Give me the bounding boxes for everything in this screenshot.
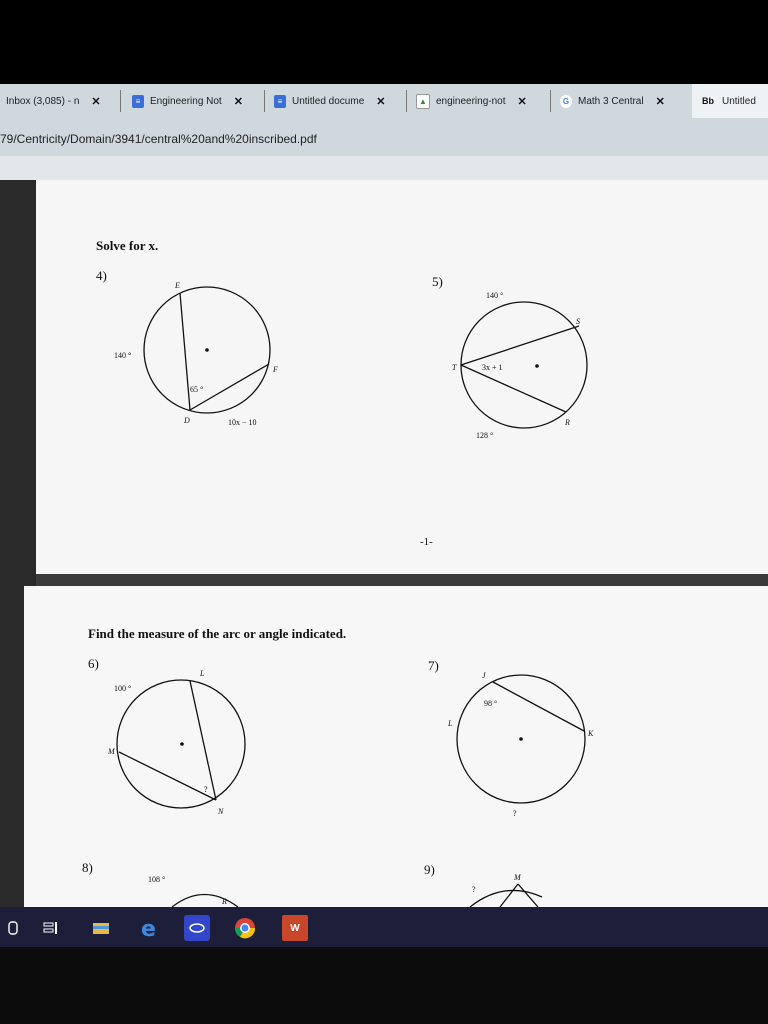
pdf-toolbar <box>0 156 768 180</box>
label-s: S <box>576 317 580 326</box>
problem-9-diagram <box>24 586 768 907</box>
tab-engineering-notes[interactable] <box>132 84 256 118</box>
label-j: J <box>482 671 486 680</box>
label-d: D <box>184 416 190 425</box>
tab-math3-central[interactable] <box>560 84 686 118</box>
close-tab-icon[interactable]: ✕ <box>233 95 243 108</box>
taskbar <box>0 907 768 947</box>
close-tab-icon[interactable]: ✕ <box>376 95 386 108</box>
close-tab-icon[interactable]: ✕ <box>91 95 101 108</box>
page-heading: Find the measure of the arc or angle indicated. <box>88 626 347 641</box>
label-e: E <box>175 281 180 290</box>
tab-label: Engineering Not <box>150 95 222 107</box>
label-l: L <box>448 719 453 728</box>
edge-icon[interactable] <box>136 915 162 941</box>
arc-label-98: 98 ° <box>484 699 498 708</box>
tab-inbox[interactable] <box>6 84 110 118</box>
angle-label-65: 65 ° <box>190 385 204 394</box>
task-view-icon[interactable] <box>38 915 64 941</box>
tab-label: Untitled docume <box>292 95 365 107</box>
pdf-page-1 <box>36 180 768 574</box>
label-m: M <box>108 747 115 756</box>
angle-label-3x: 3x + 1 <box>482 363 503 372</box>
chord-ts <box>461 326 579 365</box>
pdf-page-2 <box>24 586 768 907</box>
label-t: T <box>452 363 457 372</box>
tab-bar <box>0 84 768 128</box>
close-tab-icon[interactable]: ✕ <box>655 95 665 108</box>
problem-number-8: 8) <box>82 860 93 875</box>
tab-label: Untitled <box>722 95 756 107</box>
chrome-icon[interactable] <box>232 915 258 941</box>
arc-label-100: 100 ° <box>114 684 132 693</box>
label-k: K <box>588 729 594 738</box>
docs-icon: ≡ <box>132 95 144 108</box>
label-n: N <box>218 807 224 816</box>
word-icon[interactable]: W <box>282 915 308 941</box>
page-heading: Solve for x. <box>96 238 159 253</box>
problem-number-4: 4) <box>96 268 107 283</box>
unknown-arc: ? <box>513 809 517 818</box>
url-text: 79/Centricity/Domain/3941/central%20and%20inscribed.pdf <box>0 132 317 146</box>
problem-number-6: 6) <box>88 656 99 671</box>
label-r: R <box>222 897 227 906</box>
tab-engineering-drive[interactable] <box>416 84 542 118</box>
arc-label-128: 128 ° <box>476 431 494 440</box>
address-bar[interactable] <box>0 128 768 156</box>
chord-9a <box>500 884 518 907</box>
arc-label-140: 140 ° <box>114 351 132 360</box>
google-icon: G <box>560 95 572 108</box>
file-explorer-icon[interactable] <box>88 915 114 941</box>
tab-untitled-active[interactable] <box>692 84 768 118</box>
blackboard-icon: Bb <box>702 96 714 106</box>
label-r: R <box>565 418 570 427</box>
cortana-icon[interactable] <box>0 915 26 941</box>
chord-tr <box>461 365 566 412</box>
problem-number-7: 7) <box>428 658 439 673</box>
chord-9b <box>518 884 538 907</box>
problem-number-5: 5) <box>432 274 443 289</box>
label-f: F <box>273 365 278 374</box>
close-tab-icon[interactable]: ✕ <box>517 95 527 108</box>
circle-5 <box>461 302 587 428</box>
page-number: -1- <box>420 536 433 548</box>
creative-cloud-icon[interactable] <box>184 915 210 941</box>
arc-label-10x: 10x − 10 <box>228 418 257 427</box>
unknown-angle: ? <box>204 785 208 794</box>
tab-untitled-document[interactable] <box>274 84 398 118</box>
screen-bezel <box>0 947 768 1024</box>
problem-5-diagram <box>36 180 768 574</box>
unknown-angle: ? <box>472 885 476 894</box>
problem-number-9: 9) <box>424 862 435 877</box>
arc-label-140: 140 ° <box>486 291 504 300</box>
svg-text:e: e <box>141 917 156 939</box>
center-point <box>535 364 539 368</box>
label-m: M <box>514 873 521 882</box>
tab-label: Inbox (3,085) - n <box>6 95 80 107</box>
label-l: L <box>200 669 205 678</box>
arc-label-108: 108 ° <box>148 875 166 884</box>
tab-label: engineering-not <box>436 95 506 107</box>
drive-icon: ▲ <box>416 94 430 109</box>
tab-label: Math 3 Central <box>578 95 644 107</box>
docs-icon: ≡ <box>274 95 286 108</box>
